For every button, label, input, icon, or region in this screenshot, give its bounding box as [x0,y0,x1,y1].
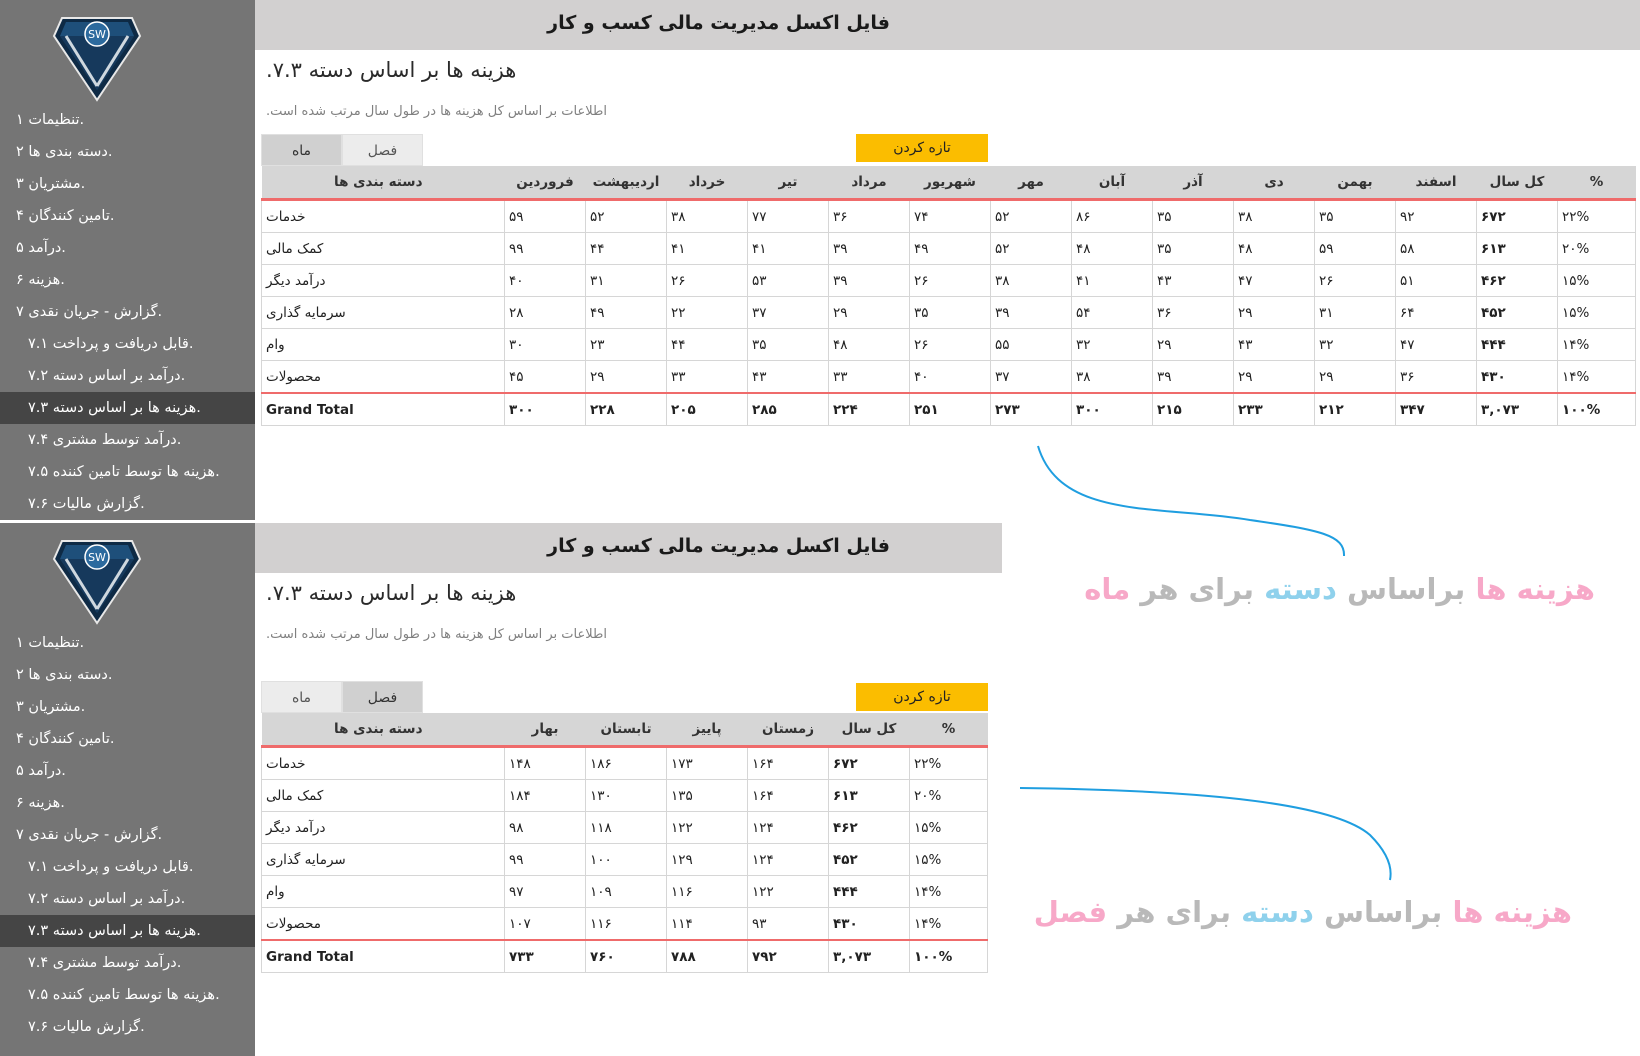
value-cell: ۱۴% [910,908,988,941]
category-cell: درآمد دیگر [262,812,505,844]
sidebar-item[interactable]: درآمد ۵. [16,240,66,256]
logo-text: SW [88,551,106,564]
value-cell: ۲۶ [910,329,991,361]
sidebar-item[interactable]: تنظیمات ۱. [16,112,85,128]
category-cell: درآمد دیگر [262,265,505,297]
app-title: فایل اکسل مدیریت مالی کسب و کار [547,535,890,557]
sidebar [0,523,255,1056]
value-cell: ۲۶ [667,265,748,297]
value-cell: ۲۳ [586,329,667,361]
value-cell: ۱۰۷ [505,908,586,941]
value-cell: ۱۳۰ [586,780,667,812]
column-header: بهار [505,713,586,747]
page-subtitle: اطلاعات بر اساس کل هزینه ها در طول سال مرتب شده است. [266,104,607,119]
value-cell: ۳۱ [1315,297,1396,329]
header-bar [255,523,1002,573]
category-cell: Grand Total [262,940,505,973]
value-cell: ۴۴۴ [829,876,910,908]
category-cell: محصولات [262,908,505,941]
page-title: هزینه ها بر اساس دسته ۷.۳. [266,581,517,605]
value-cell: ۲۸ [505,297,586,329]
table-row [262,876,988,908]
caption-word: دسته [1264,572,1337,606]
column-header: دسته بندی ها [262,713,505,747]
page-title: هزینه ها بر اساس دسته ۷.۳. [266,58,517,82]
value-cell: ۶۱۳ [829,780,910,812]
value-cell: ۷۳۳ [505,940,586,973]
value-cell: ۱۲۹ [667,844,748,876]
value-cell: ۲۲۸ [586,393,667,426]
app-title: فایل اکسل مدیریت مالی کسب و کار [547,12,890,34]
value-cell: ۴۱ [667,233,748,265]
caption-word: براساس [1347,572,1466,606]
value-cell: ۳۶ [1153,297,1234,329]
column-header: % [1558,166,1636,200]
value-cell: ۲۶ [910,265,991,297]
category-cell: Grand Total [262,393,505,426]
value-cell: ۳۲ [1072,329,1153,361]
caption-word: برای هر [1117,895,1231,929]
value-cell: ۳,۰۷۳ [1477,393,1558,426]
caption-word: هزینه ها [1475,572,1595,606]
category-cell: کمک مالی [262,780,505,812]
value-cell: ۳۶ [829,200,910,233]
table-row [262,747,988,780]
column-header: تیر [748,166,829,200]
value-cell: ۴۹ [586,297,667,329]
value-cell: ۱۲۲ [748,876,829,908]
value-cell: ۴۳۰ [829,908,910,941]
value-cell: ۲۰% [910,780,988,812]
sidebar-item[interactable]: دسته بندی ها ۲. [16,144,113,160]
category-cell: خدمات [262,200,505,233]
sidebar [0,0,255,520]
value-cell: ۲۶ [1315,265,1396,297]
sidebar-item[interactable]: گزارش - جریان نقدی ۷. [16,827,163,843]
value-cell: ۵۱ [1396,265,1477,297]
value-cell: ۴۶۲ [829,812,910,844]
sidebar-item[interactable]: قابل دریافت و پرداخت ۷.۱. [28,336,194,352]
value-cell: ۳۵ [910,297,991,329]
value-cell: ۴۸ [829,329,910,361]
value-cell: ۶۴ [1396,297,1477,329]
value-cell: ۳۲ [1315,329,1396,361]
sidebar-item[interactable]: گزارش مالیات ۷.۶. [28,1019,145,1035]
sidebar-item[interactable]: تامین کنندگان ۴. [16,208,115,224]
column-header: دسته بندی ها [262,166,505,200]
sidebar-item[interactable]: گزارش مالیات ۷.۶. [28,496,145,512]
value-cell: ۲۰۵ [667,393,748,426]
value-cell: ۱۳۵ [667,780,748,812]
sidebar-item[interactable]: گزارش - جریان نقدی ۷. [16,304,163,320]
sidebar-item[interactable]: هزینه ۶. [16,795,65,811]
value-cell: ۳۷ [991,361,1072,394]
value-cell: ۴۵۲ [829,844,910,876]
caption-word: فصل [1033,895,1108,929]
caption-word: برای هر [1140,572,1254,606]
value-cell: ۴۸ [1072,233,1153,265]
value-cell: ۳۰۰ [1072,393,1153,426]
value-cell: ۳۴۷ [1396,393,1477,426]
value-cell: ۲۲% [910,747,988,780]
value-cell: ۲۳۳ [1234,393,1315,426]
value-cell: ۴۳ [1234,329,1315,361]
column-header: زمستان [748,713,829,747]
column-header: شهریور [910,166,991,200]
value-cell: ۳۸ [1072,361,1153,394]
value-cell: ۳۵ [1153,200,1234,233]
value-cell: ۳۳ [667,361,748,394]
sidebar-item[interactable]: مشتریان ۳. [16,176,86,192]
column-header: مهر [991,166,1072,200]
value-cell: ۱۵% [1558,265,1636,297]
value-cell: ۱۰۰% [910,940,988,973]
value-cell: ۳۸ [1234,200,1315,233]
value-cell: ۴۰ [910,361,991,394]
value-cell: ۷۹۲ [748,940,829,973]
value-cell: ۴۷ [1234,265,1315,297]
value-cell: ۱۴۸ [505,747,586,780]
tab-season[interactable]: فصل [342,681,423,713]
value-cell: ۴۵۲ [1477,297,1558,329]
sidebar-item[interactable]: هزینه ها توسط تامین کننده ۷.۵. [28,987,220,1003]
value-cell: ۵۹ [1315,233,1396,265]
value-cell: ۵۹ [505,200,586,233]
value-cell: ۱۸۶ [586,747,667,780]
caption-word: هزینه ها [1452,895,1572,929]
value-cell: ۲۱۵ [1153,393,1234,426]
value-cell: ۲۹ [1153,329,1234,361]
value-cell: ۱۷۳ [667,747,748,780]
value-cell: ۱۰۰ [586,844,667,876]
value-cell: ۱۸۴ [505,780,586,812]
value-cell: ۲۹ [1234,297,1315,329]
page-subtitle: اطلاعات بر اساس کل هزینه ها در طول سال مرتب شده است. [266,627,607,642]
value-cell: ۵۴ [1072,297,1153,329]
value-cell: ۲۱۲ [1315,393,1396,426]
value-cell: ۹۲ [1396,200,1477,233]
value-cell: ۳۹ [829,233,910,265]
value-cell: ۶۷۲ [1477,200,1558,233]
sidebar-item[interactable]: درآمد بر اساس دسته ۷.۲. [28,891,186,907]
sidebar-item-active[interactable]: هزینه ها بر اساس دسته ۷.۳. [0,915,255,947]
value-cell: ۴۸ [1234,233,1315,265]
value-cell: ۱۶۴ [748,780,829,812]
refresh-button[interactable]: تازه کردن [856,134,988,162]
value-cell: ۲۰% [1558,233,1636,265]
table-row [262,297,1636,329]
value-cell: ۵۲ [991,200,1072,233]
value-cell: ۲۲ [667,297,748,329]
column-header: کل سال [829,713,910,747]
value-cell: ۳۶ [1396,361,1477,394]
category-cell: وام [262,876,505,908]
value-cell: ۳۳ [829,361,910,394]
value-cell: ۲۹ [1234,361,1315,394]
monthly-view-panel [0,0,1640,520]
column-header: اسفند [1396,166,1477,200]
table-row [262,329,1636,361]
category-cell: سرمایه گذاری [262,844,505,876]
value-cell: ۵۸ [1396,233,1477,265]
value-cell: ۱۲۴ [748,812,829,844]
column-header: آذر [1153,166,1234,200]
sidebar-item[interactable]: درآمد ۵. [16,763,66,779]
sidebar-nav [0,104,255,520]
value-cell: ۲۸۵ [748,393,829,426]
value-cell: ۲۷۳ [991,393,1072,426]
table-row [262,812,988,844]
column-header: پاییز [667,713,748,747]
value-cell: ۹۳ [748,908,829,941]
value-cell: ۲۹ [1315,361,1396,394]
value-cell: ۵۵ [991,329,1072,361]
value-cell: ۱۲۴ [748,844,829,876]
value-cell: ۷۸۸ [667,940,748,973]
value-cell: ۱۴% [1558,361,1636,394]
value-cell: ۷۷ [748,200,829,233]
header-bar [255,0,1640,50]
value-cell: ۳۹ [991,297,1072,329]
category-cell: کمک مالی [262,233,505,265]
column-header: اردیبهشت [586,166,667,200]
caption-word: دسته [1241,895,1314,929]
column-header: دی [1234,166,1315,200]
value-cell: ۴۹ [910,233,991,265]
value-cell: ۷۴ [910,200,991,233]
sidebar-item[interactable]: قابل دریافت و پرداخت ۷.۱. [28,859,194,875]
value-cell: ۱۱۶ [586,908,667,941]
column-header: مرداد [829,166,910,200]
value-cell: ۶۷۲ [829,747,910,780]
value-cell: ۶۱۳ [1477,233,1558,265]
column-header: آبان [1072,166,1153,200]
value-cell: ۴۱ [748,233,829,265]
value-cell: ۳۹ [829,265,910,297]
table-row [262,265,1636,297]
column-header: % [910,713,988,747]
value-cell: ۴۵ [505,361,586,394]
value-cell: ۹۷ [505,876,586,908]
table-row [262,200,1636,233]
column-header: خرداد [667,166,748,200]
value-cell: ۴۶۲ [1477,265,1558,297]
sidebar-item[interactable]: درآمد توسط مشتری ۷.۴. [28,955,182,971]
sidebar-nav [0,627,255,1043]
sidebar-item[interactable]: هزینه ها توسط تامین کننده ۷.۵. [28,464,220,480]
value-cell: ۲۹ [829,297,910,329]
table-row [262,233,1636,265]
value-cell: ۳۷ [748,297,829,329]
sidebar-item[interactable]: درآمد بر اساس دسته ۷.۲. [28,368,186,384]
value-cell: ۱۱۸ [586,812,667,844]
value-cell: ۸۶ [1072,200,1153,233]
value-cell: ۳۸ [991,265,1072,297]
value-cell: ۳۱ [586,265,667,297]
sidebar-item[interactable]: درآمد توسط مشتری ۷.۴. [28,432,182,448]
value-cell: ۴۴ [667,329,748,361]
table-row [262,844,988,876]
table-row [262,361,1636,394]
monthly-pivot-table [261,166,1636,426]
grand-total-row [262,393,1636,426]
value-cell: ۲۵۱ [910,393,991,426]
category-cell: محصولات [262,361,505,394]
value-cell: ۷۶۰ [586,940,667,973]
tab-month[interactable]: ماه [261,134,342,166]
value-cell: ۱۵% [910,812,988,844]
diamond-logo-icon [52,8,142,104]
value-cell: ۳۵ [1315,200,1396,233]
value-cell: ۱۲۲ [667,812,748,844]
value-cell: ۴۷ [1396,329,1477,361]
value-cell: ۲۲% [1558,200,1636,233]
table-row [262,908,988,941]
tab-month[interactable]: ماه [261,681,342,713]
sidebar-item[interactable]: هزینه ۶. [16,272,65,288]
value-cell: ۴۳ [1153,265,1234,297]
caption-season [1034,895,1572,929]
value-cell: ۳۸ [667,200,748,233]
diamond-logo-icon [52,531,142,627]
value-cell: ۱۴% [910,876,988,908]
value-cell: ۳۹ [1153,361,1234,394]
column-header: بهمن [1315,166,1396,200]
value-cell: ۴۴۴ [1477,329,1558,361]
value-cell: ۴۴ [586,233,667,265]
value-cell: ۱۰۹ [586,876,667,908]
table-row [262,780,988,812]
column-header: تابستان [586,713,667,747]
seasonal-pivot-table [261,713,988,973]
value-cell: ۲۹ [586,361,667,394]
category-cell: خدمات [262,747,505,780]
tab-season[interactable]: فصل [342,134,423,166]
value-cell: ۳۵ [748,329,829,361]
value-cell: ۵۲ [586,200,667,233]
grand-total-row [262,940,988,973]
value-cell: ۱۰۰% [1558,393,1636,426]
value-cell: ۹۹ [505,233,586,265]
value-cell: ۱۱۴ [667,908,748,941]
category-cell: وام [262,329,505,361]
sidebar-item-active[interactable]: هزینه ها بر اساس دسته ۷.۳. [0,392,255,424]
caption-word: ماه [1084,572,1131,606]
sidebar-item[interactable]: دسته بندی ها ۲. [16,667,113,683]
value-cell: ۲۲۴ [829,393,910,426]
refresh-button[interactable]: تازه کردن [856,683,988,711]
logo-text: SW [88,28,106,41]
value-cell: ۳۰ [505,329,586,361]
value-cell: ۵۳ [748,265,829,297]
value-cell: ۳۵ [1153,233,1234,265]
value-cell: ۱۱۶ [667,876,748,908]
value-cell: ۹۸ [505,812,586,844]
value-cell: ۵۲ [991,233,1072,265]
value-cell: ۴۳۰ [1477,361,1558,394]
value-cell: ۴۱ [1072,265,1153,297]
sidebar-item[interactable]: مشتریان ۳. [16,699,86,715]
column-header: فروردین [505,166,586,200]
value-cell: ۴۳ [748,361,829,394]
sidebar-item[interactable]: تنظیمات ۱. [16,635,85,651]
caption-word: براساس [1324,895,1443,929]
value-cell: ۱۶۴ [748,747,829,780]
value-cell: ۱۵% [1558,297,1636,329]
sidebar-item[interactable]: تامین کنندگان ۴. [16,731,115,747]
value-cell: ۱۴% [1558,329,1636,361]
column-header: کل سال [1477,166,1558,200]
value-cell: ۹۹ [505,844,586,876]
caption-month [1084,572,1595,606]
value-cell: ۳۰۰ [505,393,586,426]
value-cell: ۱۵% [910,844,988,876]
category-cell: سرمایه گذاری [262,297,505,329]
value-cell: ۳,۰۷۳ [829,940,910,973]
value-cell: ۴۰ [505,265,586,297]
